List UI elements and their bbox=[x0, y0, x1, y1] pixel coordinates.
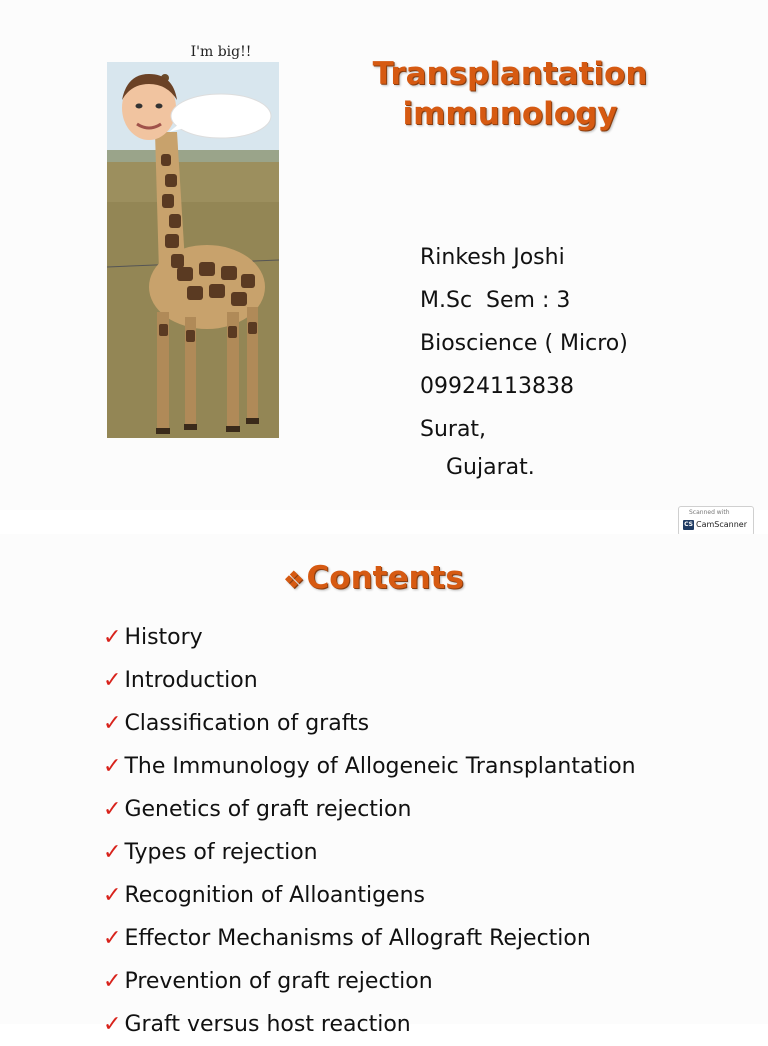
author-department: Bioscience ( Micro) bbox=[420, 331, 628, 356]
list-item bbox=[103, 917, 636, 960]
list-item-label: Prevention of graft rejection bbox=[124, 969, 433, 994]
list-item-label: Genetics of graft rejection bbox=[124, 797, 412, 822]
list-item bbox=[103, 874, 636, 917]
author-phone: 09924113838 bbox=[420, 374, 574, 399]
check-icon: ✓ bbox=[103, 668, 122, 693]
watermark-brand: CamScanner bbox=[696, 520, 748, 529]
check-icon: ✓ bbox=[103, 797, 122, 822]
list-item-label: Effector Mechanisms of Allograft Rejection bbox=[124, 926, 591, 951]
author-name: Rinkesh Joshi bbox=[420, 245, 565, 270]
check-icon: ✓ bbox=[103, 711, 122, 736]
list-item bbox=[103, 659, 636, 702]
giraffe-illustration bbox=[107, 62, 279, 438]
check-icon: ✓ bbox=[103, 926, 122, 951]
list-item bbox=[103, 1003, 636, 1046]
giraffe-photo bbox=[107, 62, 279, 438]
watermark-caption: Scanned with bbox=[689, 509, 730, 516]
list-item-label: History bbox=[124, 625, 203, 650]
check-icon: ✓ bbox=[103, 969, 122, 994]
author-state: Gujarat. bbox=[446, 455, 535, 480]
list-item bbox=[103, 788, 636, 831]
check-icon: ✓ bbox=[103, 1012, 122, 1037]
list-item bbox=[103, 745, 636, 788]
speech-bubble-text: I'm big!! bbox=[190, 44, 252, 60]
list-item bbox=[103, 702, 636, 745]
list-item bbox=[103, 831, 636, 874]
slide-title bbox=[345, 54, 675, 134]
list-item-label: Graft versus host reaction bbox=[124, 1012, 411, 1037]
list-item-label: Classification of grafts bbox=[124, 711, 370, 736]
title-slide bbox=[0, 0, 768, 510]
check-icon: ✓ bbox=[103, 883, 122, 908]
check-icon: ✓ bbox=[103, 754, 122, 779]
list-item-label: Types of rejection bbox=[124, 840, 318, 865]
list-item bbox=[103, 616, 636, 659]
author-course: M.Sc Sem : 3 bbox=[420, 288, 571, 313]
author-city: Surat, bbox=[420, 417, 487, 442]
title-line-1: Transplantation bbox=[372, 56, 648, 92]
list-item-label: Recognition of Alloantigens bbox=[124, 883, 425, 908]
author-info bbox=[420, 236, 628, 485]
contents-title: Contents bbox=[306, 560, 464, 596]
contents-slide bbox=[0, 534, 768, 1037]
check-icon: ✓ bbox=[103, 625, 122, 650]
camscanner-watermark bbox=[678, 506, 754, 536]
contents-heading bbox=[283, 560, 464, 596]
list-item-label: The Immunology of Allogeneic Transplantation bbox=[124, 754, 636, 779]
contents-list bbox=[103, 616, 636, 1046]
list-item bbox=[103, 960, 636, 1003]
check-icon: ✓ bbox=[103, 840, 122, 865]
title-line-2: immunology bbox=[402, 96, 618, 132]
diamond-bullet-icon: ❖ bbox=[283, 566, 305, 594]
camscanner-logo-icon: CS bbox=[684, 521, 693, 528]
list-item-label: Introduction bbox=[124, 668, 258, 693]
